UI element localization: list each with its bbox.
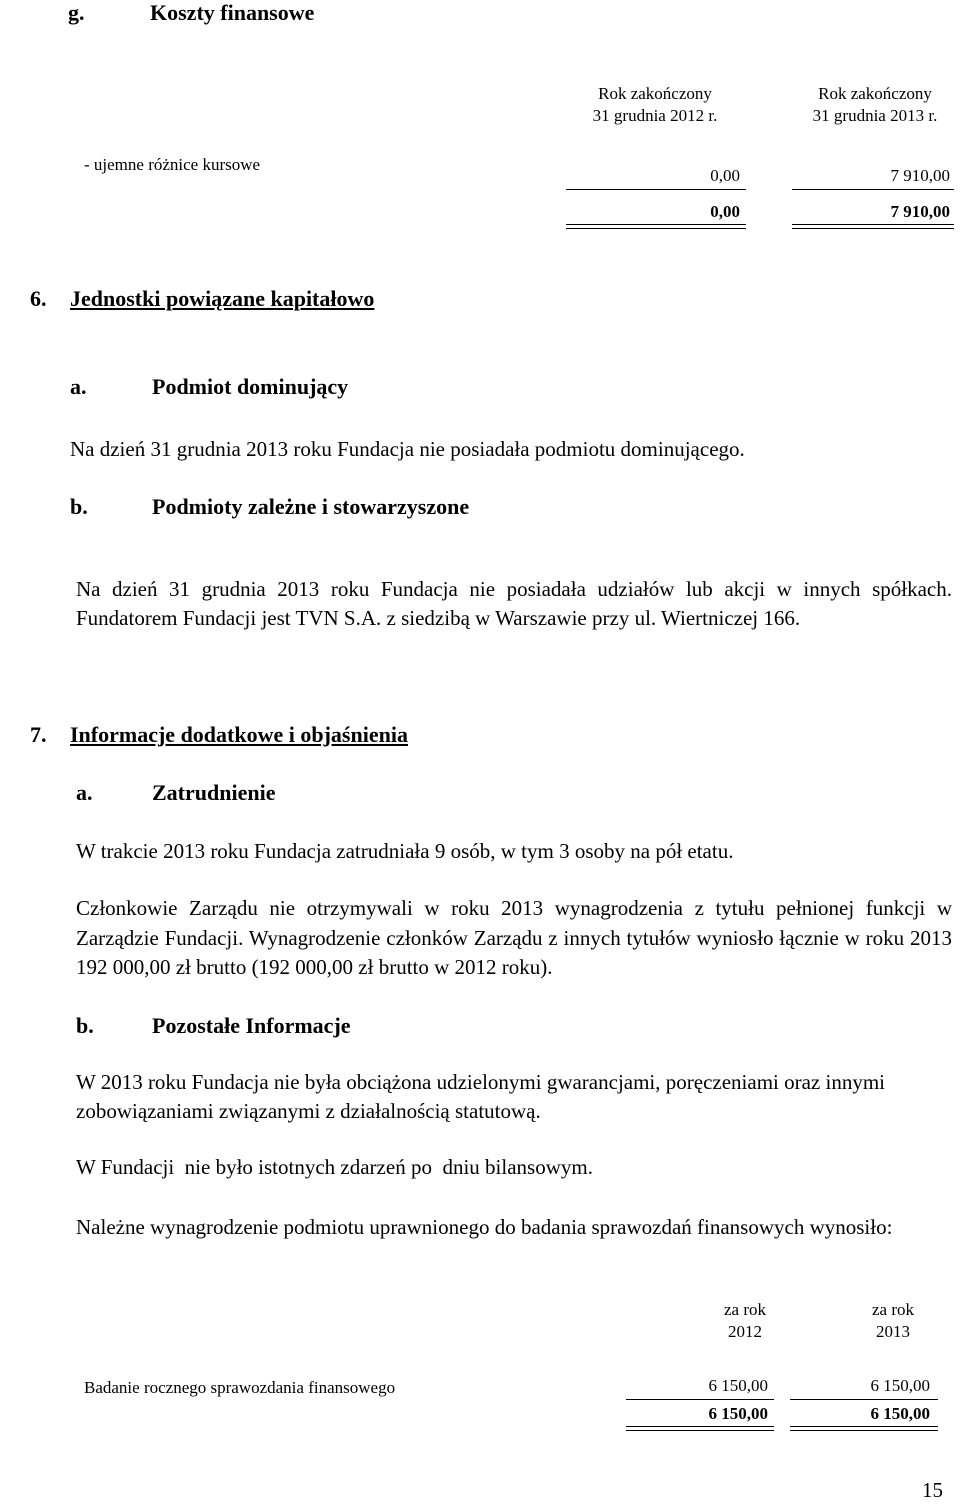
fee-row-2013: 6 150,00 [870,1376,930,1395]
col1-header-line1: Rok zakończony [598,84,712,103]
section-6-number: 6. [30,286,47,311]
fee-col1-header-line1: za rok [723,1300,766,1319]
fee-total-rule-2012 [626,1426,774,1431]
fee-total-2013: 6 150,00 [870,1404,930,1423]
section-7a-text2: Członkowie Zarządu nie otrzymywali w roku 2013 wynagrodzenia z tytułu pełnionej funkcji w Zarządzie Fundacji. Wynagrodzenie członków Zarządu z innych tytułów wyniosło łącznie w roku 2013 192 000,00 zł brutto (192 000,00 zł brutto w 2012 roku). [76,896,952,979]
section-7b-title: Pozostałe Informacje [152,1013,351,1038]
section-7-number: 7. [30,722,47,747]
fee-col2-header-line1: za rok [871,1300,914,1319]
col1-header-line2: 31 grudnia 2012 r. [592,106,718,125]
section-6b-text: Na dzień 31 grudnia 2013 roku Fundacja nie posiadała udziałów lub akcji w innych spółkach. Fundatorem Fundacji jest TVN S.A. z siedzibą w Warszawie przy ul. Wiertniczej 166. [76,577,952,630]
section-7b-text1: W 2013 roku Fundacja nie była obciążona udzielonymi gwarancjami, poręczeniami oraz innymi zobowiązaniami związanymi z działalnością statutową. [76,1070,886,1123]
fee-total-rule-2013 [790,1426,938,1431]
col2-header-line1: Rok zakończony [818,84,932,103]
col2-header-line2: 31 grudnia 2013 r. [812,106,938,125]
section-7a-title: Zatrudnienie [152,780,276,805]
section-6a-text: Na dzień 31 grudnia 2013 roku Fundacja nie posiadała podmiotu dominującego. [70,437,745,461]
section-6a-title: Podmiot dominujący [152,374,349,399]
row-value-2013: 7 910,00 [890,166,950,185]
fee-total-2012: 6 150,00 [708,1404,768,1423]
section-g-title: Koszty finansowe [150,0,315,25]
section-7b-text2: W Fundacji nie było istotnych zdarzeń po dniu bilansowym. [76,1155,593,1179]
row-label-kursowe: - ujemne różnice kursowe [84,155,261,174]
row-value-2012: 0,00 [710,166,740,185]
section-7a-letter: a. [76,780,93,805]
fee-row-2012: 6 150,00 [708,1376,768,1395]
section-7b-text3: Należne wynagrodzenie podmiotu uprawnionego do badania sprawozdań finansowych wynosiło: [76,1215,893,1239]
total-value-2013: 7 910,00 [890,202,950,221]
fee-col1-header-line2: 2012 [728,1322,762,1341]
section-6-title: Jednostki powiązane kapitałowo [70,286,375,311]
section-7b-letter: b. [76,1013,94,1038]
total-rule-2013 [792,224,954,229]
fee-col2-header-line2: 2013 [876,1322,910,1341]
section-g-letter: g. [68,0,85,25]
fee-row-rule-2013 [790,1399,938,1400]
section-7-title: Informacje dodatkowe i objaśnienia [70,722,408,747]
section-7a-text1: W trakcie 2013 roku Fundacja zatrudniała 9 osób, w tym 3 osoby na pół etatu. [76,839,734,863]
total-value-2012: 0,00 [710,202,740,221]
row-rule-2012 [566,189,746,190]
page-number: 15 [922,1478,943,1502]
total-rule-2012 [566,224,746,229]
fee-row-label: Badanie rocznego sprawozdania finansowego [84,1378,396,1397]
section-6a-letter: a. [70,374,87,399]
fee-row-rule-2012 [626,1399,774,1400]
row-rule-2013 [792,189,954,190]
section-6b-letter: b. [70,494,88,519]
section-6b-title: Podmioty zależne i stowarzyszone [152,494,470,519]
